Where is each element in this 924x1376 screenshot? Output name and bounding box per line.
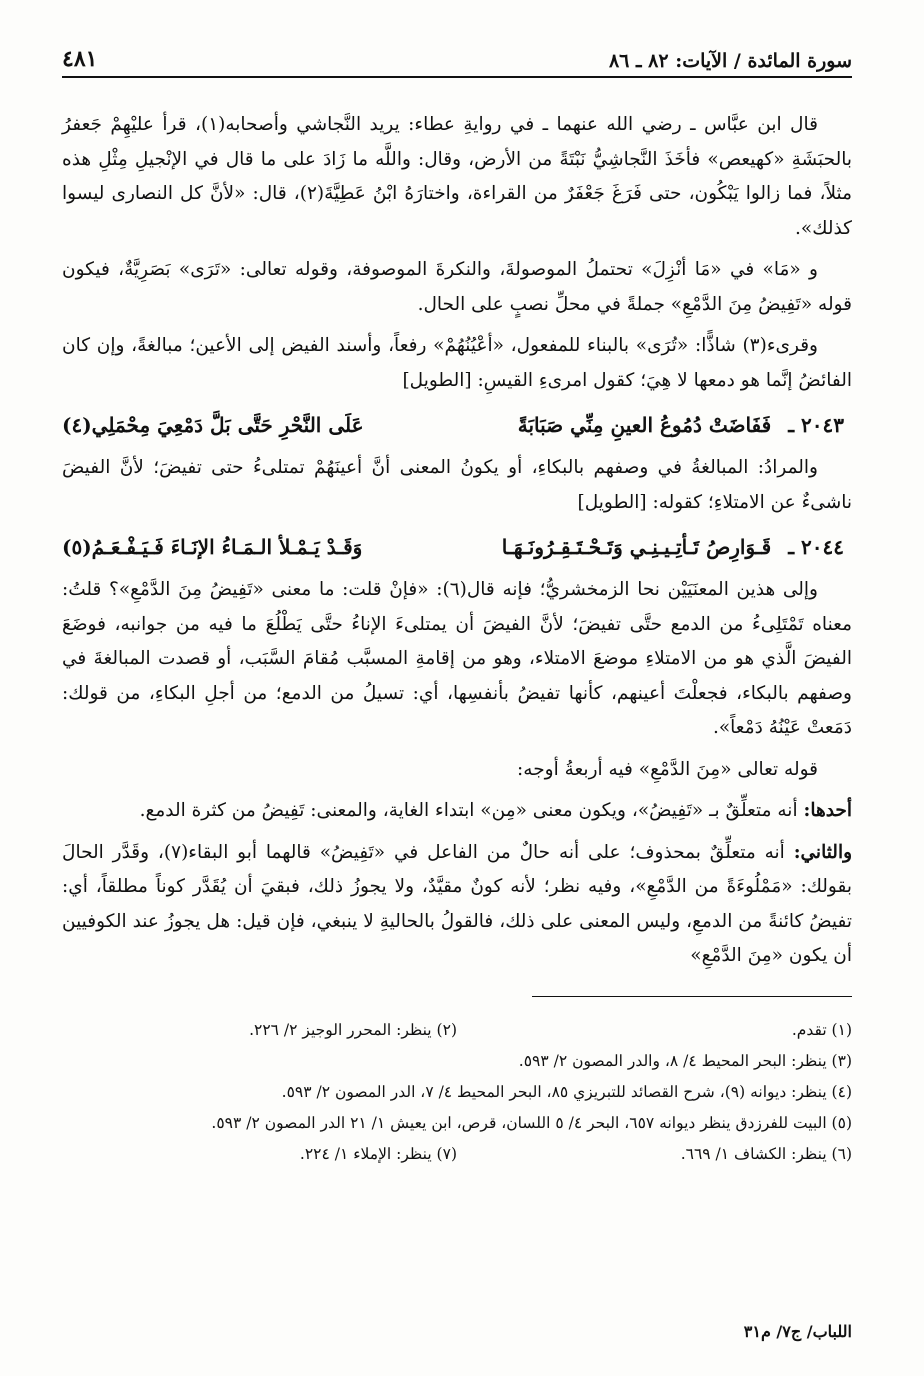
header-title: سورة المائدة / الآيات: ٨٢ ـ ٨٦ [608, 50, 852, 72]
footnote-divider [532, 996, 852, 997]
running-header [62, 38, 852, 78]
paragraph-4: والمرادُ: المبالغةُ في وصفهم بالبكاءِ، أو يكونُ المعنى أنَّ أعينَهُمْ تمتلىءُ حتى تفيضَ؛ لأنَّ الفيضَ ناشىءٌ عن الامتلاءِ؛ كقوله: [الطويل] [62, 457, 852, 513]
footnote-3: (٣) ينظر: البحر المحيط ٤/ ٨، والدر المصون ٢/ ٥٩٣. [518, 1051, 852, 1070]
footnote-2: (٢) ينظر: المحرر الوجيز ٢/ ٢٢٦. [249, 1020, 457, 1039]
paragraph-2: و «مَا» في «مَا أنْزِلَ» تحتملُ الموصولةَ، والنكرةَ الموصوفة، وقوله تعالى: «تَرَى» بَصَرِيَّةٌ، فيكون قوله «تَفِيضُ مِنَ الدَّمْعِ» جملةً في محلِّ نصبٍ على الحال. [62, 259, 852, 315]
signature-mark: اللباب/ ج٧/ م٣١ [743, 1322, 852, 1341]
page-number: ٤٨١ [62, 46, 98, 72]
footnote-4: (٤) ينظر: ديوانه (٩)، شرح القصائد للتبريزي ٨٥، البحر المحيط ٤/ ٧، الدر المصون ٢/ ٥٩٣. [281, 1082, 852, 1101]
view-second [62, 836, 852, 974]
verse-number: ٢٠٤٤ ـ [788, 535, 844, 559]
view-first [62, 794, 852, 829]
verse-number: ٢٠٤٣ ـ [788, 413, 844, 437]
footnotes [62, 1015, 852, 1170]
view-first-lead: أحدها: [803, 800, 852, 821]
footnote-1: (١) تقدم. [791, 1020, 852, 1039]
footnote-6: (٦) ينظر: الكشاف ١/ ٦٦٩. [680, 1144, 852, 1163]
poetry-verse-2043 [62, 405, 852, 445]
main-text [62, 108, 852, 974]
footnote-7: (٧) ينظر: الإملاء ١/ ٢٢٤. [299, 1144, 457, 1163]
paragraph-1: قال ابن عبَّاس ـ رضي الله عنهما ـ في روايةِ عطاء: يريد النَّجاشي وأصحابه(١)، قرأ عليْهِمْ جَعفرُ بالحبَشَةِ «كهيعص» فأخَذَ النَّجاشِيُّ نَبْتَةً من الأرض، وقال: واللَّه ما زَادَ على ما قال في الإنْجيلِ مِثْلِ هذه مثلاً، فما زالوا يَبْكُون، حتى فَرَغَ جَعْفَرٌ من القراءة، واختارَهُ ابْنُ عَطِيَّةَ(٢)، قال: «لأنَّ كل النصارى ليسوا كذلك». [62, 114, 852, 239]
view-second-lead: والثاني: [793, 841, 853, 863]
paragraph-6: قوله تعالى «مِنَ الدَّمْعِ» فيه أربعةُ أوجه: [517, 758, 818, 780]
paragraph-3: وقرىء(٣) شاذًّا: «تُرَى» بالبناء للمفعول، «أعْيُنُهُمْ» رفعاً، وأسند الفيض إلى الأعين؛ مبالغةً، وإن كان الفائضُ إنَّما هو دمعها لا هِيَ؛ كقول امرىءِ القيسِ: [الطويل] [62, 335, 852, 391]
verse-second-hemistich: وَقَـدْ يَـمْـلأ الـمَـاءُ الإنَـاءَ فَـيَـفْـعَـمُ(٥) [62, 535, 363, 559]
verse-first-hemistich: قَـوَارِصُ تَـأتِـيـنِـي وَتَـحْـتَـقِـرُونَـهَـا [501, 535, 772, 559]
view-second-text: أنه متعلِّقٌ بمحذوف؛ على أنه حالٌ من الفاعل في «تَفِيضُ» قالهما أبو البقاء(٧)، وقَدَّر الحالَ بقولك: «مَمْلُوءَةً من الدَّمْعِ»، وفيه نظر؛ لأنه كونٌ مقيَّدٌ، ولا يجوزُ ذلك، فبقيَ أن يُقَدَّر كوناً مطلقاً، أي: تفيضُ كائنةً من الدمعِ، وليس المعنى على ذلك، فالقولُ بالحاليةِ لا ينبغي، فإن قيل: هل يجوزُ عند الكوفيين أن يكون «مِنَ الدَّمْعِ» [62, 841, 852, 966]
paragraph-5: وإلى هذين المعنَيَيْن نحا الزمخشريُّ؛ فإنه قال(٦): «فإنْ قلت: ما معنى «تَفِيضُ مِنَ الدَّمْعِ»؟ قلتُ: معناه تَمْتَلِىءُ من الدمع حتَّى تفيضَ؛ لأنَّ الفيضَ أن يمتلىءَ الإناءُ حتَّى يَطْلُعَ ما فيه من جوانبه، فوضَعَ الفيضَ الَّذي هو من الامتلاءِ موضعَ الامتلاء، وهو من إقامةِ المسبَّب مُقامَ السَّبَب، أو قصدت المبالغةَ في وصفهم بالبكاء، فجعلْتَ أعينهم، كأنها تفيضُ بأنفسِها، أي: تسيلُ من الدمع؛ من أجلِ البكاءِ، من قولك: دَمَعتْ عَيْنُهُ دَمْعاً». [62, 579, 852, 738]
verse-second-hemistich: عَلَى النَّحْرِ حَتَّى بَلَّ دَمْعِيَ مِحْمَلِي(٤) [62, 413, 364, 437]
view-first-text: أنه متعلِّقٌ بـ «تَفِيضُ»، ويكون معنى «مِن» ابتداء الغاية، والمعنى: تَفِيضُ من كثرة الدمع. [139, 800, 804, 821]
poetry-verse-2044 [62, 527, 852, 567]
verse-first-hemistich: فَفَاضَتْ دُمُوعُ العينِ مِنِّي صَبَابَةً [517, 413, 772, 437]
footnote-5: (٥) البيت للفرزدق ينظر ديوانه ٦٥٧، البحر ٤/ ٥ اللسان، قرص، ابن يعيش ١/ ٢١ الدر المصون ٢/ ٥٩٣. [211, 1113, 852, 1132]
